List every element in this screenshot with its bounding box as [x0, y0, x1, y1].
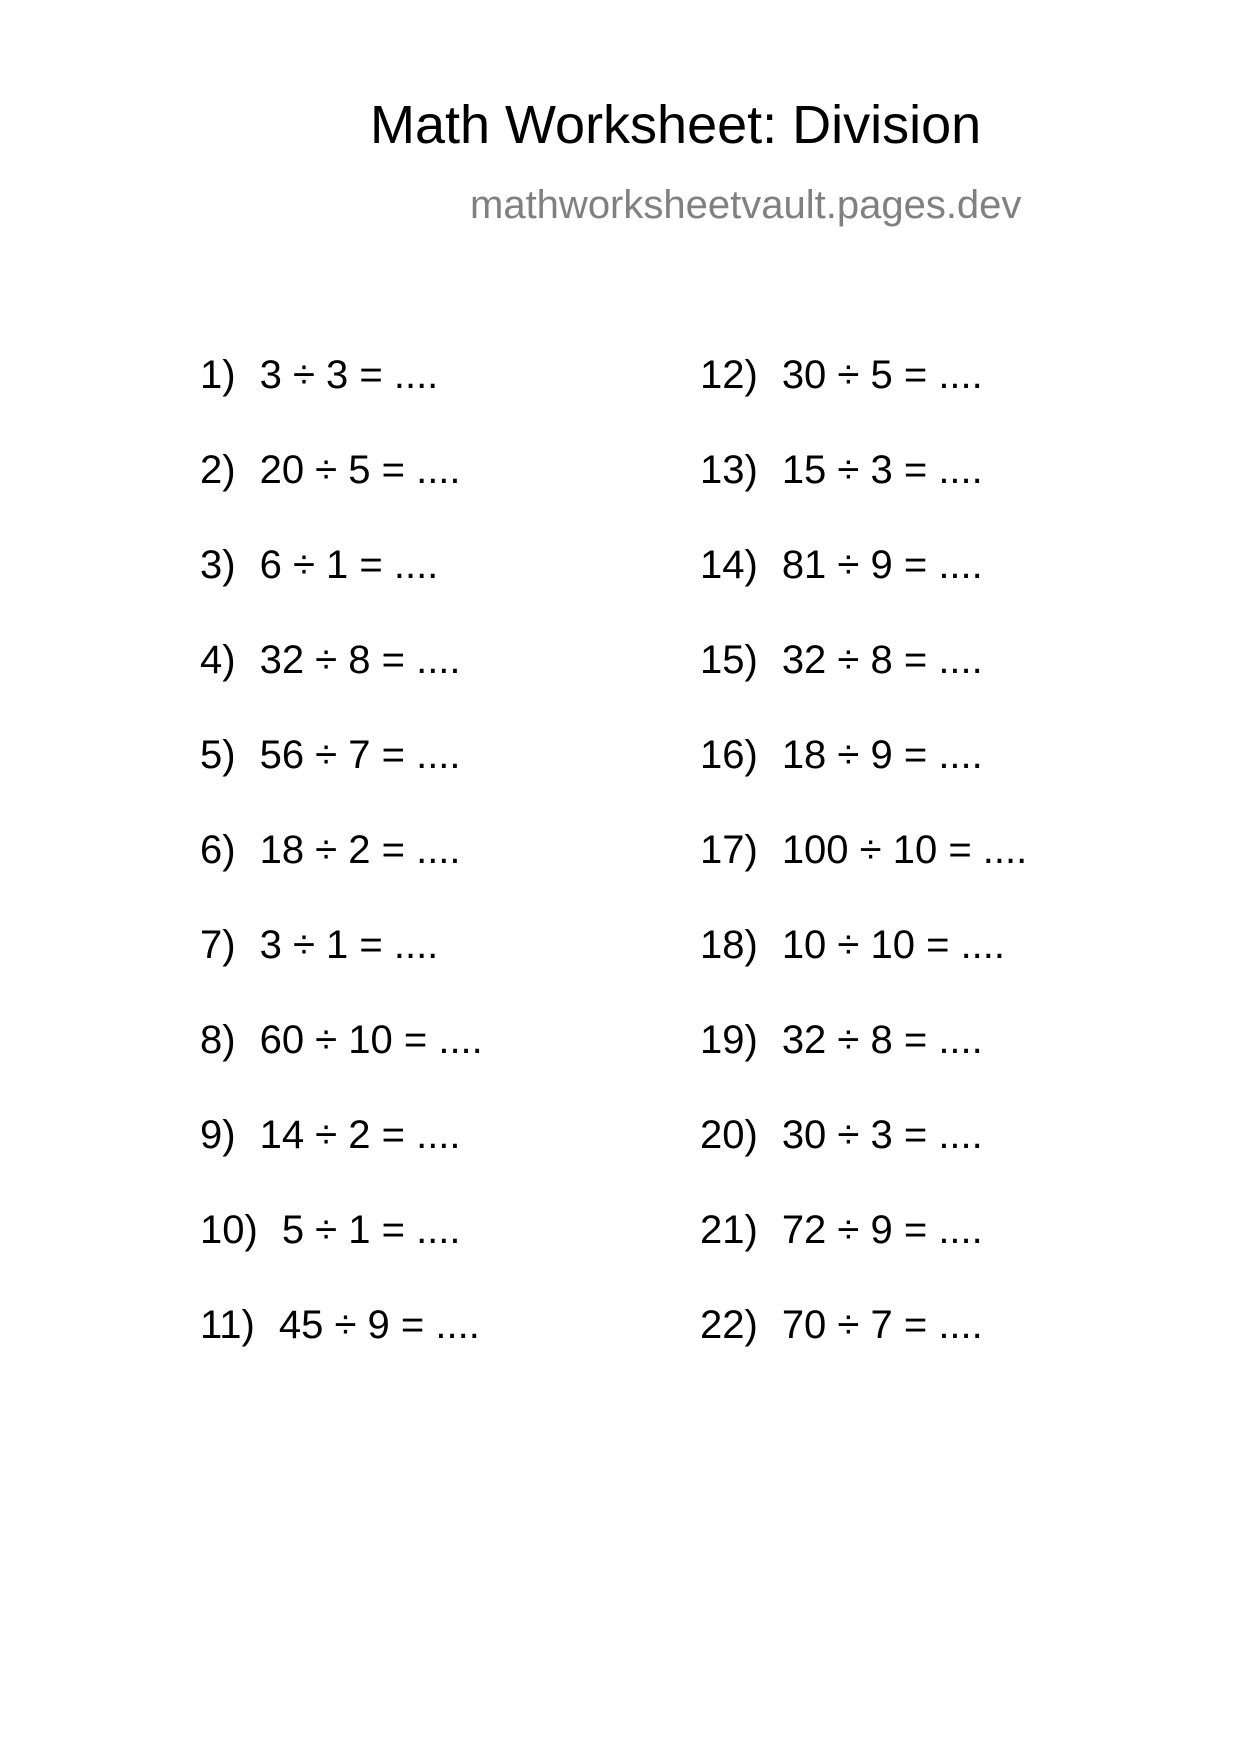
problem-number: 16)	[700, 733, 758, 777]
problem-expression: 32 ÷ 8 = ....	[781, 638, 983, 682]
problem-number: 22)	[700, 1303, 758, 1347]
problem-expression: 32 ÷ 8 = ....	[259, 638, 461, 682]
problem-expression: 100 ÷ 10 = ....	[781, 828, 1028, 872]
problem-number: 15)	[700, 638, 758, 682]
problem-expression: 20 ÷ 5 = ....	[259, 448, 461, 492]
problem-expression: 18 ÷ 2 = ....	[259, 828, 461, 872]
problem-item	[700, 1020, 1027, 1115]
problem-number: 11)	[200, 1303, 255, 1347]
problem-number: 5)	[200, 733, 236, 777]
problem-expression: 32 ÷ 8 = ....	[781, 1018, 983, 1062]
problem-expression: 5 ÷ 1 = ....	[281, 1208, 461, 1252]
problem-number: 6)	[200, 828, 236, 872]
problem-expression: 30 ÷ 5 = ....	[781, 353, 983, 397]
problem-number: 12)	[700, 353, 758, 397]
problem-number: 19)	[700, 1018, 758, 1062]
problem-item	[200, 1020, 483, 1115]
problem-expression: 14 ÷ 2 = ....	[259, 1113, 461, 1157]
problem-expression: 10 ÷ 10 = ....	[781, 923, 1006, 967]
problem-number: 10)	[200, 1208, 258, 1252]
problem-expression: 6 ÷ 1 = ....	[259, 543, 439, 587]
problem-item	[700, 545, 1027, 640]
problem-expression: 3 ÷ 1 = ....	[259, 923, 439, 967]
problem-number: 13)	[700, 448, 758, 492]
problem-item	[200, 1115, 483, 1210]
problem-item	[700, 355, 1027, 450]
problem-item	[200, 355, 483, 450]
problem-list-left	[200, 355, 483, 1400]
problem-expression: 60 ÷ 10 = ....	[259, 1018, 483, 1062]
problem-expression: 70 ÷ 7 = ....	[781, 1303, 983, 1347]
problem-item	[200, 735, 483, 830]
problem-item	[200, 1210, 483, 1305]
problem-item	[200, 925, 483, 1020]
problem-expression: 72 ÷ 9 = ....	[781, 1208, 983, 1252]
problem-expression: 30 ÷ 3 = ....	[781, 1113, 983, 1157]
problem-number: 9)	[200, 1113, 236, 1157]
problem-number: 21)	[700, 1208, 758, 1252]
problem-expression: 56 ÷ 7 = ....	[259, 733, 461, 777]
problem-number: 2)	[200, 448, 236, 492]
problem-item	[700, 1305, 1027, 1400]
problem-expression: 3 ÷ 3 = ....	[259, 353, 439, 397]
problem-number: 18)	[700, 923, 758, 967]
problem-item	[200, 450, 483, 545]
problem-number: 7)	[200, 923, 236, 967]
problem-item	[700, 1115, 1027, 1210]
website-url: mathworksheetvault.pages.dev	[470, 183, 1022, 227]
problem-expression: 45 ÷ 9 = ....	[278, 1303, 480, 1347]
problem-number: 8)	[200, 1018, 236, 1062]
problem-item	[200, 830, 483, 925]
problem-item	[700, 1210, 1027, 1305]
problem-expression: 15 ÷ 3 = ....	[781, 448, 983, 492]
problem-item	[700, 830, 1027, 925]
problem-number: 3)	[200, 543, 236, 587]
problem-item	[700, 640, 1027, 735]
problem-item	[200, 640, 483, 735]
problem-number: 1)	[200, 353, 236, 397]
problem-number: 4)	[200, 638, 236, 682]
problem-expression: 18 ÷ 9 = ....	[781, 733, 983, 777]
problem-expression: 81 ÷ 9 = ....	[781, 543, 983, 587]
problem-item	[700, 735, 1027, 830]
problem-number: 17)	[700, 828, 758, 872]
page-title: Math Worksheet: Division	[370, 95, 982, 155]
problem-number: 14)	[700, 543, 758, 587]
problem-item	[700, 925, 1027, 1020]
problem-item	[200, 1305, 483, 1400]
problem-item	[200, 545, 483, 640]
problem-item	[700, 450, 1027, 545]
problem-number: 20)	[700, 1113, 758, 1157]
problem-list-right	[700, 355, 1027, 1400]
